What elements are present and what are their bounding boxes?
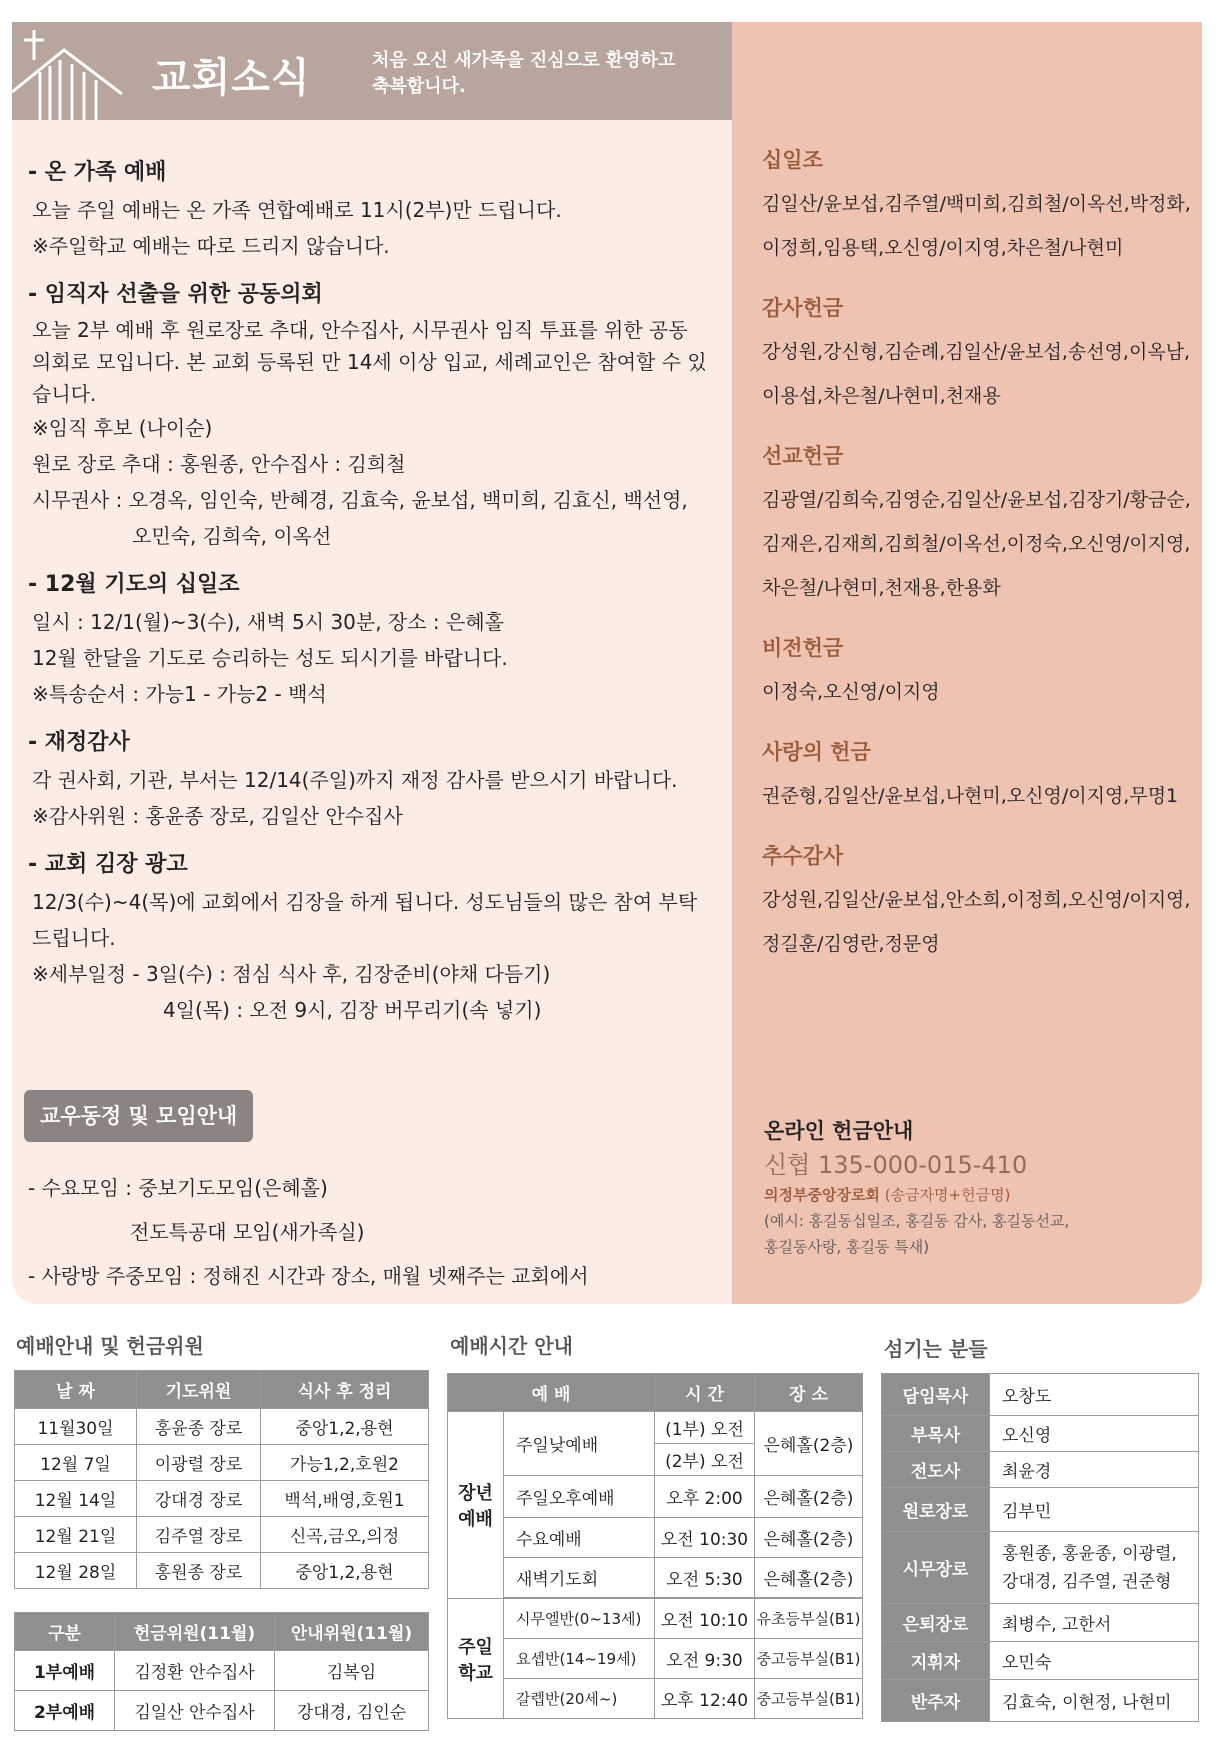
offering-names	[762, 182, 1202, 270]
offering-line: 강성원,김일산/윤보섭,안소희,이정희,오신영/이지영,	[762, 889, 1191, 911]
table-cell: 중앙1,2,용현	[261, 1553, 429, 1589]
servants-table	[881, 1373, 1199, 1722]
bank-account: 신협 135-000-015-410	[764, 1151, 1028, 1179]
table-cell: 은혜홀(2층)	[755, 1476, 863, 1518]
offering-line: 권준형,김일산/윤보섭,나현미,오신영/이지영,무명1	[762, 785, 1179, 807]
table-cell: 갈렙반(20세~)	[504, 1679, 655, 1719]
table-cell: 백석,배영,호원1	[261, 1481, 429, 1517]
table-cell: 12월 7일	[15, 1445, 137, 1481]
table-cell: 오전 10:30	[655, 1518, 755, 1558]
table-row	[882, 1374, 1199, 1416]
table-cell: (2부) 오전	[655, 1444, 755, 1476]
subtitle-line: 축복합니다.	[372, 76, 466, 97]
news-text: 오늘 2부 예배 후 원로장로 추대, 안수집사, 시무권사 임직 투표를 위한 공동	[32, 318, 688, 342]
table-row	[15, 1517, 429, 1553]
label-line: 장년	[458, 1483, 493, 1504]
table-row	[15, 1553, 429, 1589]
news-text: 의회로 모입니다. 본 교회 등록된 만 14세 이상 입교, 세례교인은 참여할 수 있	[32, 350, 707, 374]
table-cell: 주일낮예배	[504, 1412, 655, 1476]
news-text: ※임직 후보 (나이순)	[32, 416, 213, 440]
table-header: 안내위원(11월)	[275, 1613, 429, 1651]
table-cell: 김복임	[275, 1651, 429, 1691]
news-text: ※감사위원 : 홍윤종 장로, 김일산 안수집사	[32, 804, 403, 828]
offering-line: 차은철/나현미,천재용,한용화	[762, 577, 1001, 599]
table-cell: 강대경 장로	[137, 1481, 261, 1517]
offering-line: 이용섭,차은철/나현미,천재용	[762, 385, 1001, 407]
news-text: 드립니다.	[32, 926, 116, 950]
meeting-list	[28, 1166, 718, 1298]
meeting-text: - 수요모임 : 중보기도모임(은혜홀)	[28, 1176, 328, 1200]
news-text: 시무권사 : 오경옥, 임인숙, 반혜경, 김효숙, 윤보섭, 백미희, 김효신, 백선영,	[32, 488, 688, 512]
offering-heading: 추수감사	[762, 844, 844, 868]
name-line: 홍원종, 홍윤종, 이광렬,	[1002, 1543, 1177, 1564]
table-row	[882, 1532, 1199, 1604]
table-cell: 시무엘반(0~13세)	[504, 1599, 655, 1639]
table-cell: 김정환 안수집사	[115, 1651, 275, 1691]
table-row	[448, 1639, 863, 1679]
meeting-text: - 사랑방 주중모임 : 정해진 시간과 장소, 매월 넷째주는 교회에서	[28, 1264, 589, 1288]
table-cell: 가능1,2,호원2	[261, 1445, 429, 1481]
table-row	[448, 1476, 863, 1518]
table-cell: 유초등부실(B1)	[755, 1599, 863, 1639]
table-cell: 새벽기도회	[504, 1558, 655, 1598]
table-row	[448, 1412, 863, 1444]
news-heading: - 재정감사	[28, 730, 130, 755]
table-cell: 강대경, 김인순	[275, 1691, 429, 1731]
transfer-example: (예시: 홍길동십일조, 홍길동 감사, 홍길동선교,	[764, 1212, 1070, 1230]
table-cell: 12월 28일	[15, 1553, 137, 1589]
table-cell: 전도사	[882, 1452, 990, 1488]
servants-title: 섬기는 분들	[884, 1337, 988, 1361]
table-cell: 최병수, 고한서	[990, 1604, 1199, 1642]
holder-name: 의정부중앙장로회	[764, 1186, 880, 1204]
table-row	[448, 1599, 863, 1639]
table-row	[882, 1452, 1199, 1488]
table-cell: 은혜홀(2층)	[755, 1558, 863, 1598]
offering-heading: 비전헌금	[762, 636, 844, 660]
news-text: 12/3(수)~4(목)에 교회에서 김장을 하게 됩니다. 성도님들의 많은 참여 부탁	[32, 890, 698, 914]
online-title: 온라인 헌금안내	[764, 1119, 914, 1143]
table-row	[15, 1481, 429, 1517]
table-cell: 김부민	[990, 1488, 1199, 1532]
offering-line: 김일산/윤보섭,김주열/백미희,김희철/이옥선,박정화,	[762, 193, 1191, 215]
table-row	[882, 1488, 1199, 1532]
offering-line: 이정숙,오신영/이지영	[762, 681, 940, 703]
offering-line: 김재은,김재희,김희철/이옥선,이정숙,오신영/이지영,	[762, 533, 1191, 555]
table-header: 시 간	[655, 1374, 755, 1412]
table-row	[15, 1409, 429, 1445]
adult-worship-label	[448, 1412, 504, 1599]
table-cell: 중고등부실(B1)	[755, 1639, 863, 1679]
table-cell: 시무장로	[882, 1532, 990, 1604]
table-cell: 오전 9:30	[655, 1639, 755, 1679]
news-text: 4일(목) : 오전 9시, 김장 버무리기(속 넣기)	[163, 998, 542, 1022]
worship-duty-table	[14, 1370, 429, 1589]
news-text: 일시 : 12/1(월)~3(수), 새벽 5시 30분, 장소 : 은혜홀	[32, 610, 504, 634]
table-cell: 오후 2:00	[655, 1476, 755, 1518]
label-line: 학교	[458, 1662, 493, 1684]
table-row	[15, 1651, 429, 1691]
offering-names	[762, 774, 1202, 818]
page-title: 교회소식	[152, 55, 311, 101]
news-text: 오민숙, 김희숙, 이옥선	[132, 524, 332, 548]
table-cell: 오후 12:40	[655, 1679, 755, 1719]
offering-heading: 선교헌금	[762, 444, 844, 468]
table-row	[15, 1691, 429, 1731]
table-cell: 1부예배	[15, 1651, 115, 1691]
table-cell: 반주자	[882, 1680, 990, 1722]
table-row	[882, 1642, 1199, 1680]
table-cell: 2부예배	[15, 1691, 115, 1731]
table-cell: 중고등부실(B1)	[755, 1679, 863, 1719]
table-cell: 은혜홀(2층)	[755, 1518, 863, 1558]
offering-heading: 십일조	[762, 148, 823, 172]
table-header: 예 배	[448, 1374, 655, 1412]
table-row	[882, 1604, 1199, 1642]
news-heading: - 12월 기도의 십일조	[28, 572, 240, 597]
table-cell: 오전 10:10	[655, 1599, 755, 1639]
news-text: ※세부일정 - 3일(수) : 점심 식사 후, 김장준비(야채 다듬기)	[32, 962, 551, 986]
table-cell: 오창도	[990, 1374, 1199, 1416]
table-cell: 김효숙, 이현정, 나현미	[990, 1680, 1199, 1722]
offering-heading: 사랑의 헌금	[762, 740, 871, 764]
table-cell: 부목사	[882, 1416, 990, 1452]
table-row	[15, 1445, 429, 1481]
offering-names	[762, 330, 1202, 418]
table-cell: 김주열 장로	[137, 1517, 261, 1553]
table-header: 날 짜	[15, 1371, 137, 1409]
meeting-text: 전도특공대 모임(새가족실)	[130, 1220, 365, 1244]
table-cell: 중앙1,2,용현	[261, 1409, 429, 1445]
offering-line: 정길훈/김영란,정문영	[762, 933, 940, 955]
news-heading: - 교회 김장 광고	[28, 852, 188, 877]
table-cell: 최윤경	[990, 1452, 1199, 1488]
account-holder	[764, 1182, 1184, 1208]
news-text: 오늘 주일 예배는 온 가족 연합예배로 11시(2부)만 드립니다.	[32, 198, 562, 222]
news-text: 원로 장로 추대 : 홍원종, 안수집사 : 김희철	[32, 452, 406, 476]
banner-subtitle	[372, 48, 712, 100]
table-cell: 오민숙	[990, 1642, 1199, 1680]
table-cell: 홍원종 장로	[137, 1553, 261, 1589]
news-heading: - 임직자 선출을 위한 공동의회	[28, 282, 323, 307]
holder-note: (송금자명+헌금명)	[884, 1186, 1011, 1204]
table-cell: 은혜홀(2층)	[755, 1412, 863, 1476]
table-header: 헌금위원(11월)	[115, 1613, 275, 1651]
news-text: 12월 한달을 기도로 승리하는 성도 되시기를 바랍니다.	[32, 646, 508, 670]
online-offering-info	[764, 1114, 1184, 1260]
name-line: 강대경, 김주열, 권준형	[1002, 1571, 1172, 1592]
offering-line: 이정희,임용택,오신영/이지영,차은철/나현미	[762, 237, 1124, 259]
service-times-table	[447, 1373, 863, 1719]
table-row	[448, 1518, 863, 1558]
table-cell: 지휘자	[882, 1642, 990, 1680]
table-row	[882, 1416, 1199, 1452]
table-cell: 11월30일	[15, 1409, 137, 1445]
table-header: 기도위원	[137, 1371, 261, 1409]
table-cell: 12월 14일	[15, 1481, 137, 1517]
church-logo-icon	[12, 22, 142, 120]
church-news-card	[12, 22, 1202, 1304]
banner	[12, 22, 732, 120]
offering-list	[762, 130, 1202, 982]
news-text: ※특송순서 : 가능1 - 가능2 - 백석	[32, 682, 327, 706]
table-cell: 12월 21일	[15, 1517, 137, 1553]
table-cell: 요셉반(14~19세)	[504, 1639, 655, 1679]
news-heading: - 온 가족 예배	[28, 160, 167, 185]
table-cell: 주일오후예배	[504, 1476, 655, 1518]
table-cell: 은퇴장로	[882, 1604, 990, 1642]
offering-names	[762, 878, 1202, 966]
table-row	[882, 1680, 1199, 1722]
table-cell: 오전 5:30	[655, 1558, 755, 1598]
offering-duty-table	[14, 1612, 429, 1731]
table-cell: 신곡,금오,의정	[261, 1517, 429, 1553]
table-cell: 오신영	[990, 1416, 1199, 1452]
table-cell: 원로장로	[882, 1488, 990, 1532]
table-cell: 김일산 안수집사	[115, 1691, 275, 1731]
table-row	[448, 1558, 863, 1598]
table-cell	[990, 1532, 1199, 1604]
offering-line: 강성원,강신형,김순례,김일산/윤보섭,송선영,이옥남,	[762, 341, 1191, 363]
service-times-title: 예배시간 안내	[450, 1334, 573, 1358]
offering-heading: 감사헌금	[762, 296, 844, 320]
offering-names	[762, 670, 1202, 714]
meeting-section-label: 교우동정 및 모임안내	[24, 1090, 253, 1142]
table-cell: 담임목사	[882, 1374, 990, 1416]
table-header: 장 소	[755, 1374, 863, 1412]
table-cell: 이광렬 장로	[137, 1445, 261, 1481]
label-line: 주일	[458, 1636, 493, 1658]
offering-line: 김광열/김희숙,김영순,김일산/윤보섭,김장기/황금순,	[762, 489, 1191, 511]
news-text: 각 권사회, 기관, 부서는 12/14(주일)까지 재정 감사를 받으시기 바랍니다.	[32, 768, 678, 792]
table-row	[448, 1679, 863, 1719]
table-cell: 수요예배	[504, 1518, 655, 1558]
offering-names	[762, 478, 1202, 610]
label-line: 예배	[458, 1509, 493, 1530]
table-header: 구분	[15, 1613, 115, 1651]
table-cell: 홍윤종 장로	[137, 1409, 261, 1445]
transfer-example: 홍길동사랑, 홍길동 특새)	[764, 1238, 930, 1256]
table-header: 식사 후 정리	[261, 1371, 429, 1409]
news-list	[28, 144, 728, 1028]
news-text: ※주일학교 예배는 따로 드리지 않습니다.	[32, 234, 390, 258]
news-text: 습니다.	[32, 382, 97, 406]
sunday-school-label	[448, 1599, 504, 1719]
worship-duty-title: 예배안내 및 헌금위원	[16, 1334, 204, 1358]
subtitle-line: 처음 오신 새가족을 진심으로 환영하고	[372, 50, 676, 71]
table-cell: (1부) 오전	[655, 1412, 755, 1444]
